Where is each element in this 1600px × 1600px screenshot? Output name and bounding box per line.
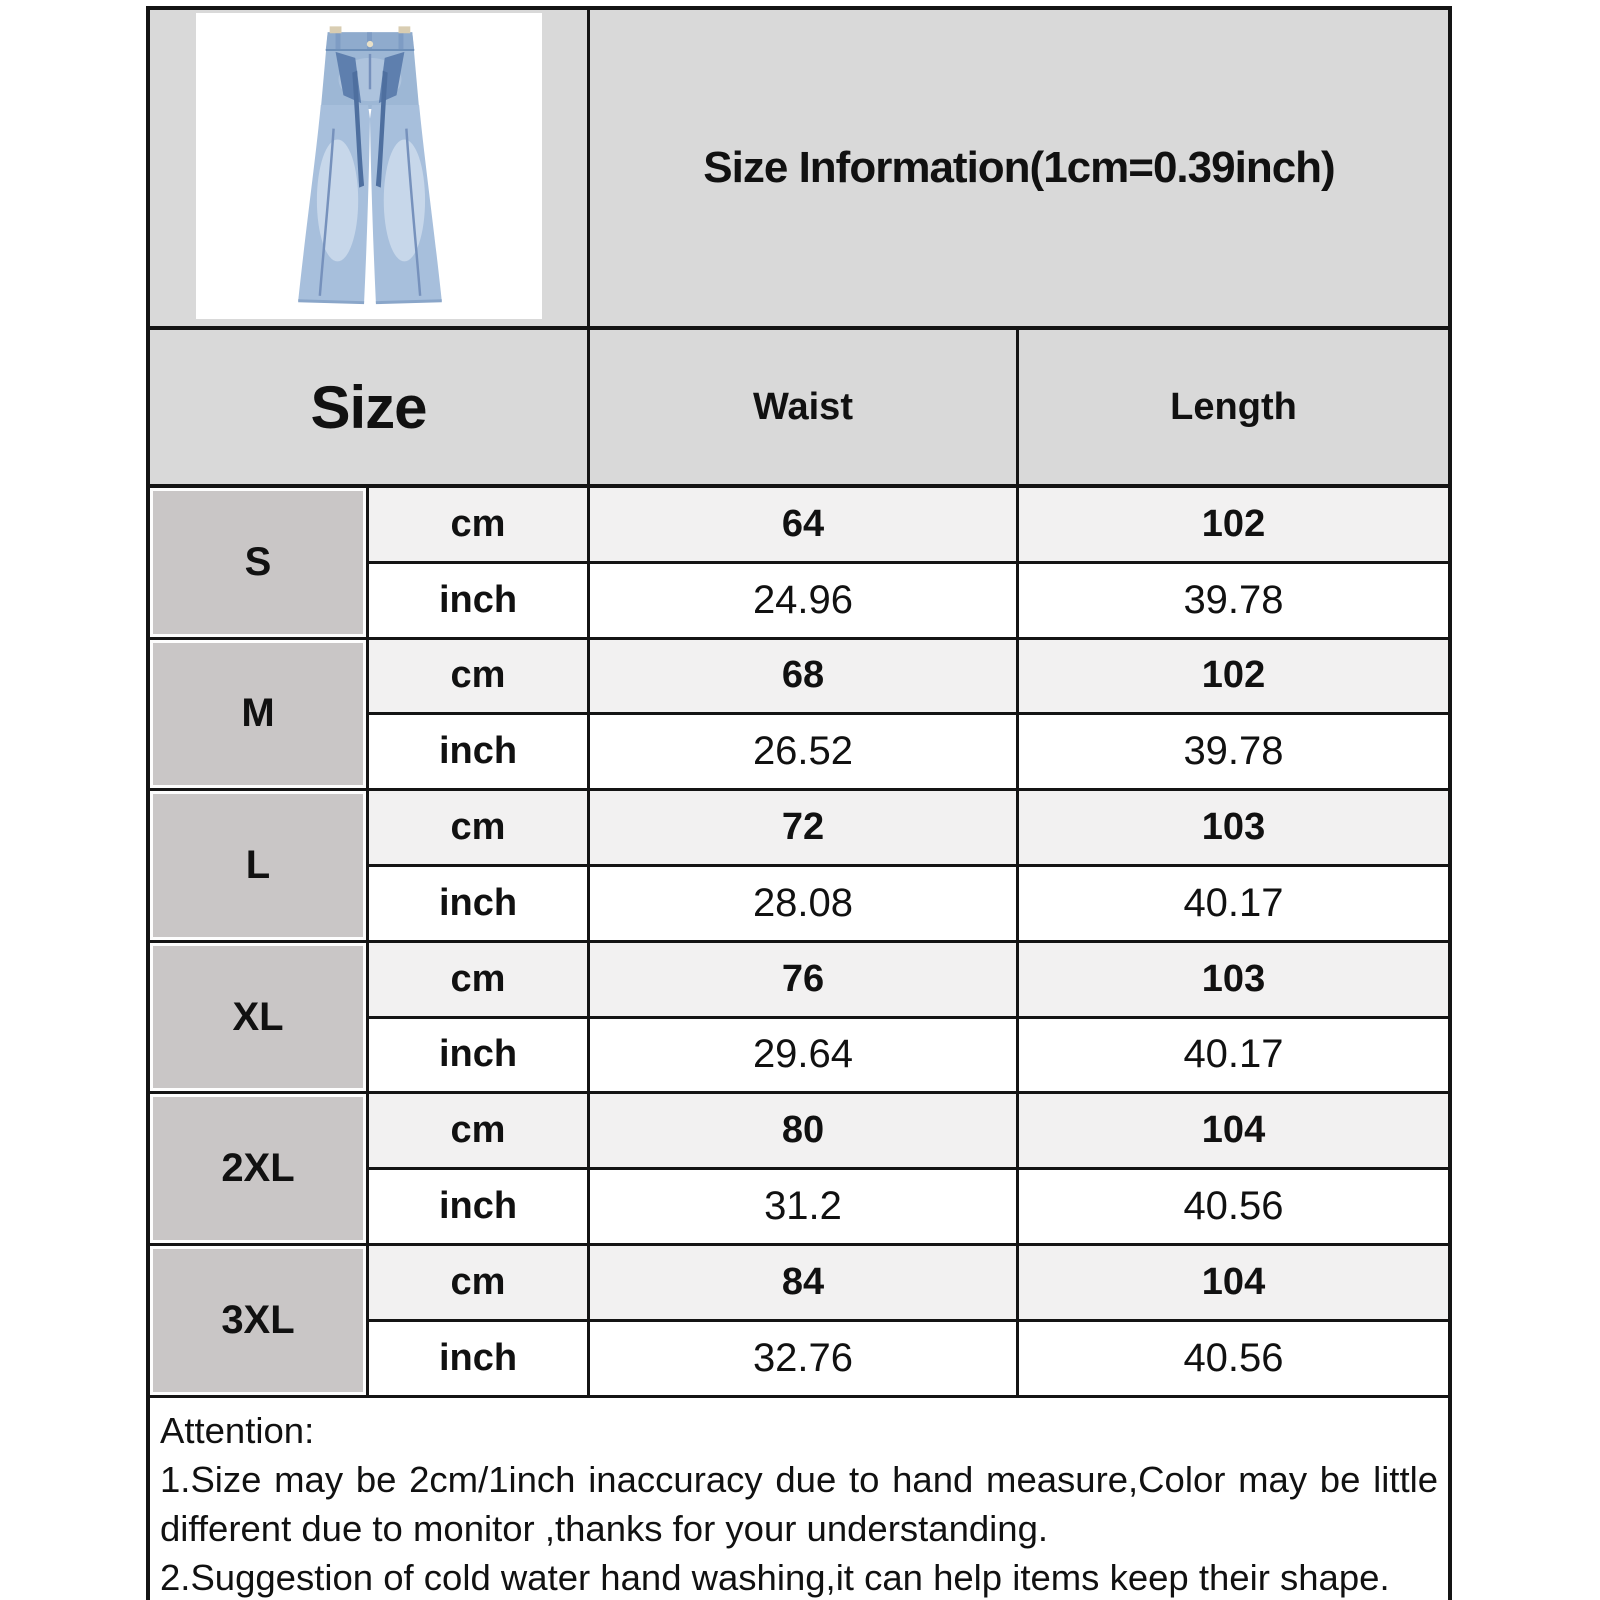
xl-waist-inch: 29.64 (590, 1019, 1019, 1095)
jeans-icon (251, 18, 487, 314)
2xl-waist-cm: 80 (590, 1094, 1019, 1170)
3xl-length-cm: 104 (1019, 1246, 1448, 1322)
s-length-inch: 39.78 (1019, 564, 1448, 640)
l-waist-cm: 72 (590, 791, 1019, 867)
unit-label-inch: inch (369, 1322, 590, 1398)
l-length-cm: 103 (1019, 791, 1448, 867)
unit-label-inch: inch (369, 1170, 590, 1246)
unit-label-cm: cm (369, 640, 590, 716)
waist-column-header: Waist (590, 330, 1019, 488)
unit-label-inch: inch (369, 715, 590, 791)
size-label-3xl: 3XL (150, 1246, 369, 1398)
attention-item-2: 2.Suggestion of cold water hand washing,it can help items keep their shape. (160, 1557, 1390, 1599)
xl-waist-cm: 76 (590, 943, 1019, 1019)
s-length-cm: 102 (1019, 488, 1448, 564)
3xl-waist-cm: 84 (590, 1246, 1019, 1322)
size-column-header: Size (150, 330, 590, 488)
m-length-inch: 39.78 (1019, 715, 1448, 791)
size-label-l: L (150, 791, 369, 943)
xl-length-inch: 40.17 (1019, 1019, 1448, 1095)
length-column-header: Length (1019, 330, 1448, 488)
size-table (150, 10, 1448, 1398)
unit-label-inch: inch (369, 564, 590, 640)
unit-label-cm: cm (369, 791, 590, 867)
size-chart-sheet (146, 6, 1452, 1600)
2xl-length-cm: 104 (1019, 1094, 1448, 1170)
unit-label-cm: cm (369, 488, 590, 564)
attention-note (150, 1398, 1448, 1600)
l-length-inch: 40.17 (1019, 867, 1448, 943)
product-image-frame (196, 13, 542, 319)
xl-length-cm: 103 (1019, 943, 1448, 1019)
product-image-cell (150, 10, 590, 330)
unit-label-inch: inch (369, 1019, 590, 1095)
attention-item-1: 1.Size may be 2cm/1inch inaccuracy due to hand measure,Color may be little different due to monitor ,thanks for your understanding. (160, 1458, 1438, 1550)
size-label-xl: XL (150, 943, 369, 1095)
m-waist-inch: 26.52 (590, 715, 1019, 791)
size-label-2xl: 2XL (150, 1094, 369, 1246)
size-label-m: M (150, 640, 369, 792)
attention-heading: Attention: (160, 1409, 315, 1451)
m-waist-cm: 68 (590, 640, 1019, 716)
m-length-cm: 102 (1019, 640, 1448, 716)
s-waist-cm: 64 (590, 488, 1019, 564)
size-info-title: Size Information(1cm=0.39inch) (590, 10, 1448, 330)
unit-label-cm: cm (369, 1246, 590, 1322)
unit-label-cm: cm (369, 943, 590, 1019)
2xl-waist-inch: 31.2 (590, 1170, 1019, 1246)
3xl-waist-inch: 32.76 (590, 1322, 1019, 1398)
unit-label-inch: inch (369, 867, 590, 943)
s-waist-inch: 24.96 (590, 564, 1019, 640)
3xl-length-inch: 40.56 (1019, 1322, 1448, 1398)
2xl-length-inch: 40.56 (1019, 1170, 1448, 1246)
unit-label-cm: cm (369, 1094, 590, 1170)
size-label-s: S (150, 488, 369, 640)
l-waist-inch: 28.08 (590, 867, 1019, 943)
